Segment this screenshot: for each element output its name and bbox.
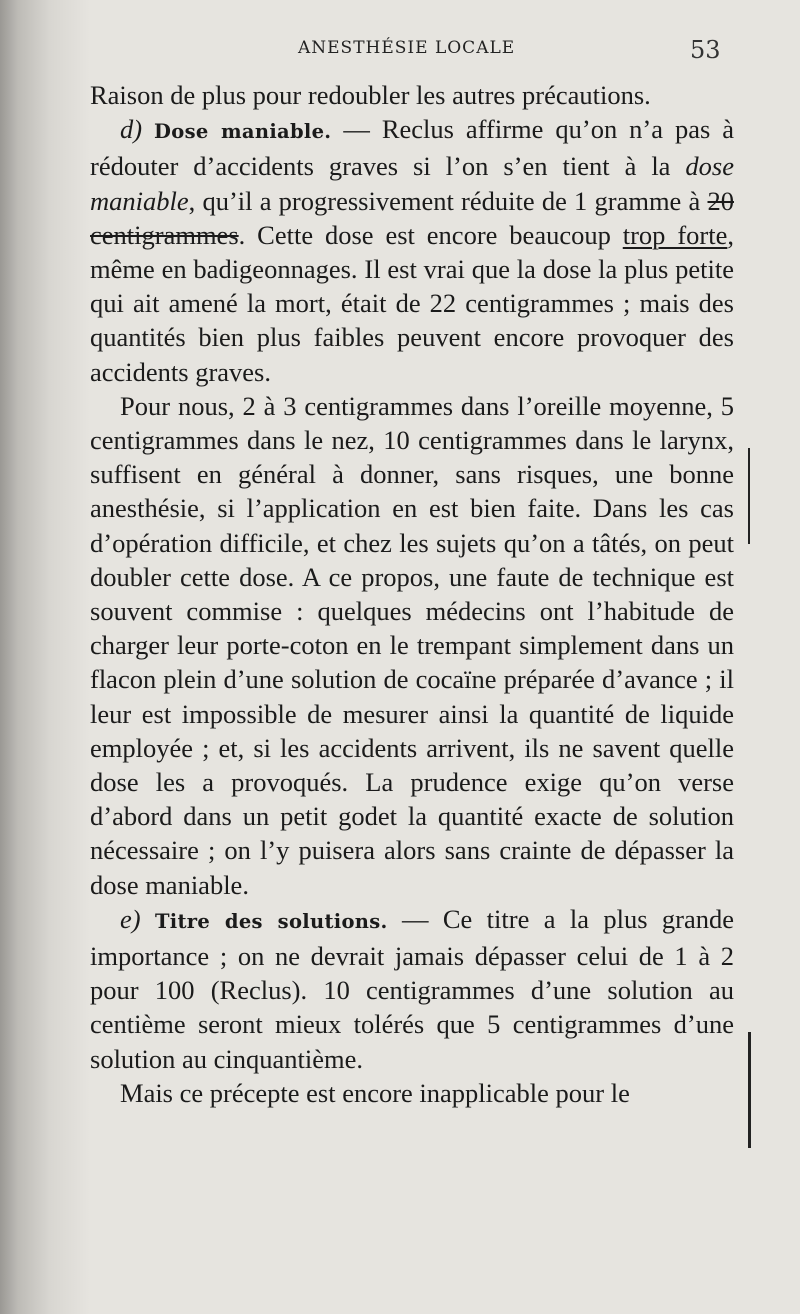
binding-shadow — [0, 0, 90, 1314]
margin-pencil-mark — [748, 1032, 751, 1148]
page-body — [90, 78, 734, 1110]
struck-through-text: 20 centigrammes — [90, 185, 734, 250]
page-number: 53 — [690, 36, 721, 64]
italic-term: dose maniable — [90, 151, 734, 216]
paragraph-continuation — [90, 1076, 734, 1110]
paragraph-text: — Ce titre a la plus grande importance ; on ne devrait jamais dépasser celui de 1 à 2 pour 100 (Reclus). 10 centigrammes d’une solution au centième seront mieux tolérés que 5 centigrammes d’une solution au cinquantième. — [90, 903, 734, 1074]
paragraph-text: — Reclus affirme qu’on n’a pas à rédouter d’accidents graves si l’on s’en tient à la — [90, 114, 734, 182]
underlined-text: trop forte — [622, 219, 728, 250]
paragraph-precautions — [90, 78, 734, 112]
running-title: ANESTHÉSIE LOCALE — [298, 38, 516, 58]
section-heading-titre-solutions: Titre des solutions. — [154, 909, 388, 933]
paragraph-text: Mais ce précepte est encore inapplicable pour le — [120, 1077, 630, 1108]
paragraph-text: . Cette dose est encore beaucoup — [238, 219, 623, 250]
section-letter-e: e) — [120, 903, 141, 934]
section-heading-dose-maniable: Dose maniable. — [154, 120, 332, 144]
margin-pencil-mark — [748, 448, 750, 544]
paragraph-text: , qu’il a progressivement réduite de 1 gramme à — [188, 185, 708, 216]
paragraph-text: Pour nous, 2 à 3 centigrammes dans l’oreille moyenne, 5 centigrammes dans le nez, 10 centigrammes dans le larynx, suffisent en général à donner, sans risques, une bonne anesthésie, si l’application en est bien faite. Dans les cas d’opération difficile, et chez les sujets qu’on a tâtés, on peut doubler cette dose. A ce propos, une faute de technique est souvent commise : quelques médecins ont l’habitude de charger leur porte-coton en le trempant simplement dans un flacon plein d’une solution de cocaïne préparée d’avance ; il leur est impossible de mesurer ainsi la quantité de liquide employée ; et, si les accidents arrivent, ils ne savent quelle dose les a provoqués. La prudence exige qu’on verse d’abord dans un petit godet la quantité exacte de solution nécessaire ; on l’y puisera alors sans crainte de dépasser la dose maniable. — [90, 390, 734, 900]
paragraph-text: , même en badigeonnages. Il est vrai que la dose la plus petite qui ait amené la mort, était de 22 centigrammes ; mais des quantités bien plus faibles peuvent encore provoquer des accidents graves. — [90, 219, 734, 387]
paragraph-titre-solutions — [90, 902, 734, 1076]
running-header — [0, 32, 800, 72]
paragraph-doses — [90, 389, 734, 902]
paragraph-dose-maniable — [90, 112, 734, 389]
paragraph-text: Raison de plus pour redoubler les autres précautions. — [90, 80, 651, 110]
section-letter-d: d) — [120, 114, 143, 145]
